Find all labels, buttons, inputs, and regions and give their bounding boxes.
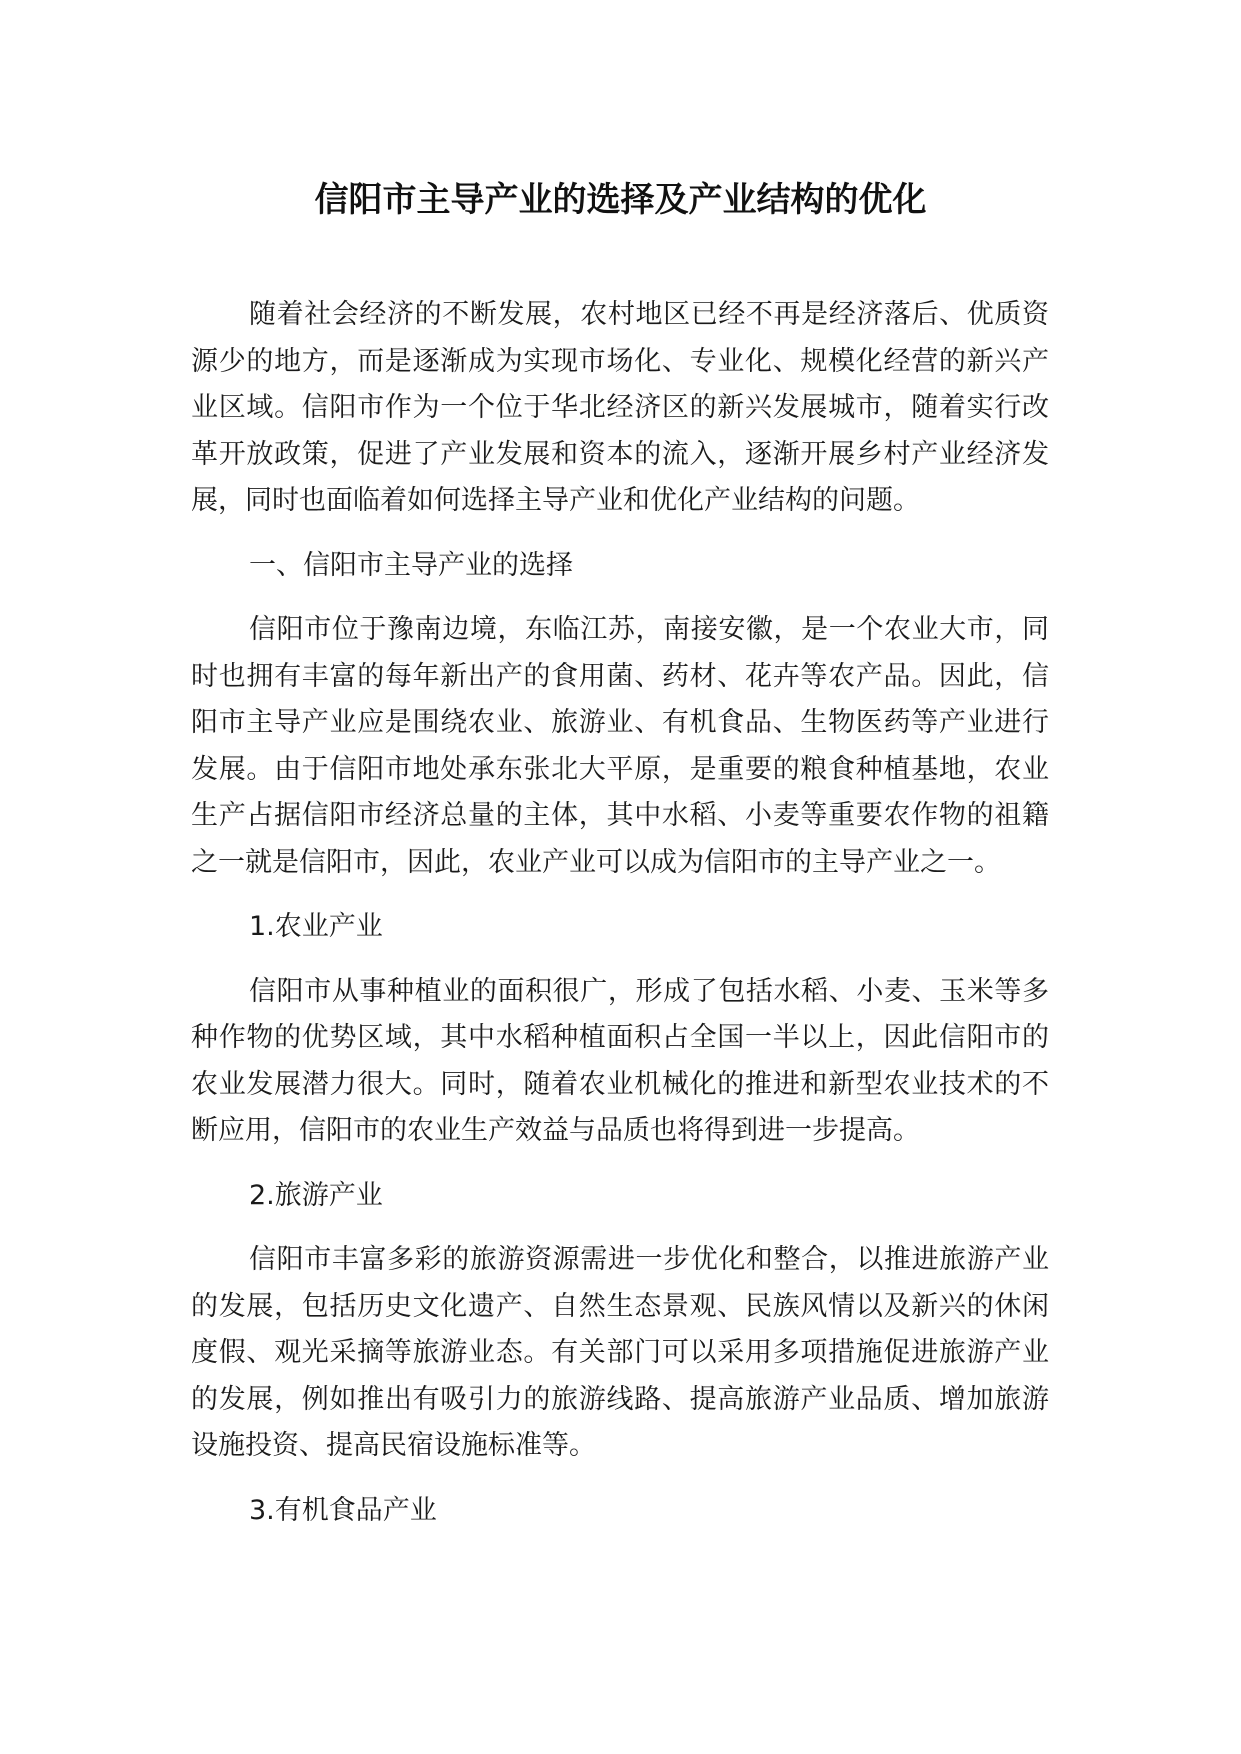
- paragraph-agriculture: 信阳市从事种植业的面积很广，形成了包括水稻、小麦、玉米等多种作物的优势区域，其中水稻种植面积占全国一半以上，因此信阳市的农业发展潜力很大。同时，随着农业机械化的推进和新型农业技术的不断应用，信阳市的农业生产效益与品质也将得到进一步提高。: [191, 975, 1049, 1146]
- subheading-organic-food: 3.有机食品产业: [249, 1494, 437, 1526]
- document-title: 信阳市主导产业的选择及产业结构的优化: [314, 180, 927, 220]
- paragraph-tourism: 信阳市丰富多彩的旅游资源需进一步优化和整合，以推进旅游产业的发展，包括历史文化遗产、自然生态景观、民族风情以及新兴的休闲度假、观光采摘等旅游业态。有关部门可以采用多项措施促进旅游产业的发展，例如推出有吸引力的旅游线路、提高旅游产业品质、增加旅游设施投资、提高民宿设施标准等。: [191, 1244, 1049, 1461]
- document-body: [191, 292, 1049, 1552]
- paragraph-leading-industry: 信阳市位于豫南边境，东临江苏，南接安徽，是一个农业大市，同时也拥有丰富的每年新出产的食用菌、药材、花卉等农产品。因此，信阳市主导产业应是围绕农业、旅游业、有机食品、生物医药等产业进行发展。由于信阳市地处承东张北大平原，是重要的粮食种植基地，农业生产占据信阳市经济总量的主体，其中水稻、小麦等重要农作物的祖籍之一就是信阳市，因此，农业产业可以成为信阳市的主导产业之一。: [191, 614, 1049, 878]
- section-heading-leading-industry: 一、信阳市主导产业的选择: [249, 549, 573, 581]
- subheading-tourism: 2.旅游产业: [249, 1179, 383, 1211]
- paragraph-intro: 随着社会经济的不断发展，农村地区已经不再是经济落后、优质资源少的地方，而是逐渐成为实现市场化、专业化、规模化经营的新兴产业区域。信阳市作为一个位于华北经济区的新兴发展城市，随着实行改革开放政策，促进了产业发展和资本的流入，逐渐开展乡村产业经济发展，同时也面临着如何选择主导产业和优化产业结构的问题。: [191, 299, 1049, 516]
- subheading-agriculture: 1.农业产业: [249, 911, 383, 942]
